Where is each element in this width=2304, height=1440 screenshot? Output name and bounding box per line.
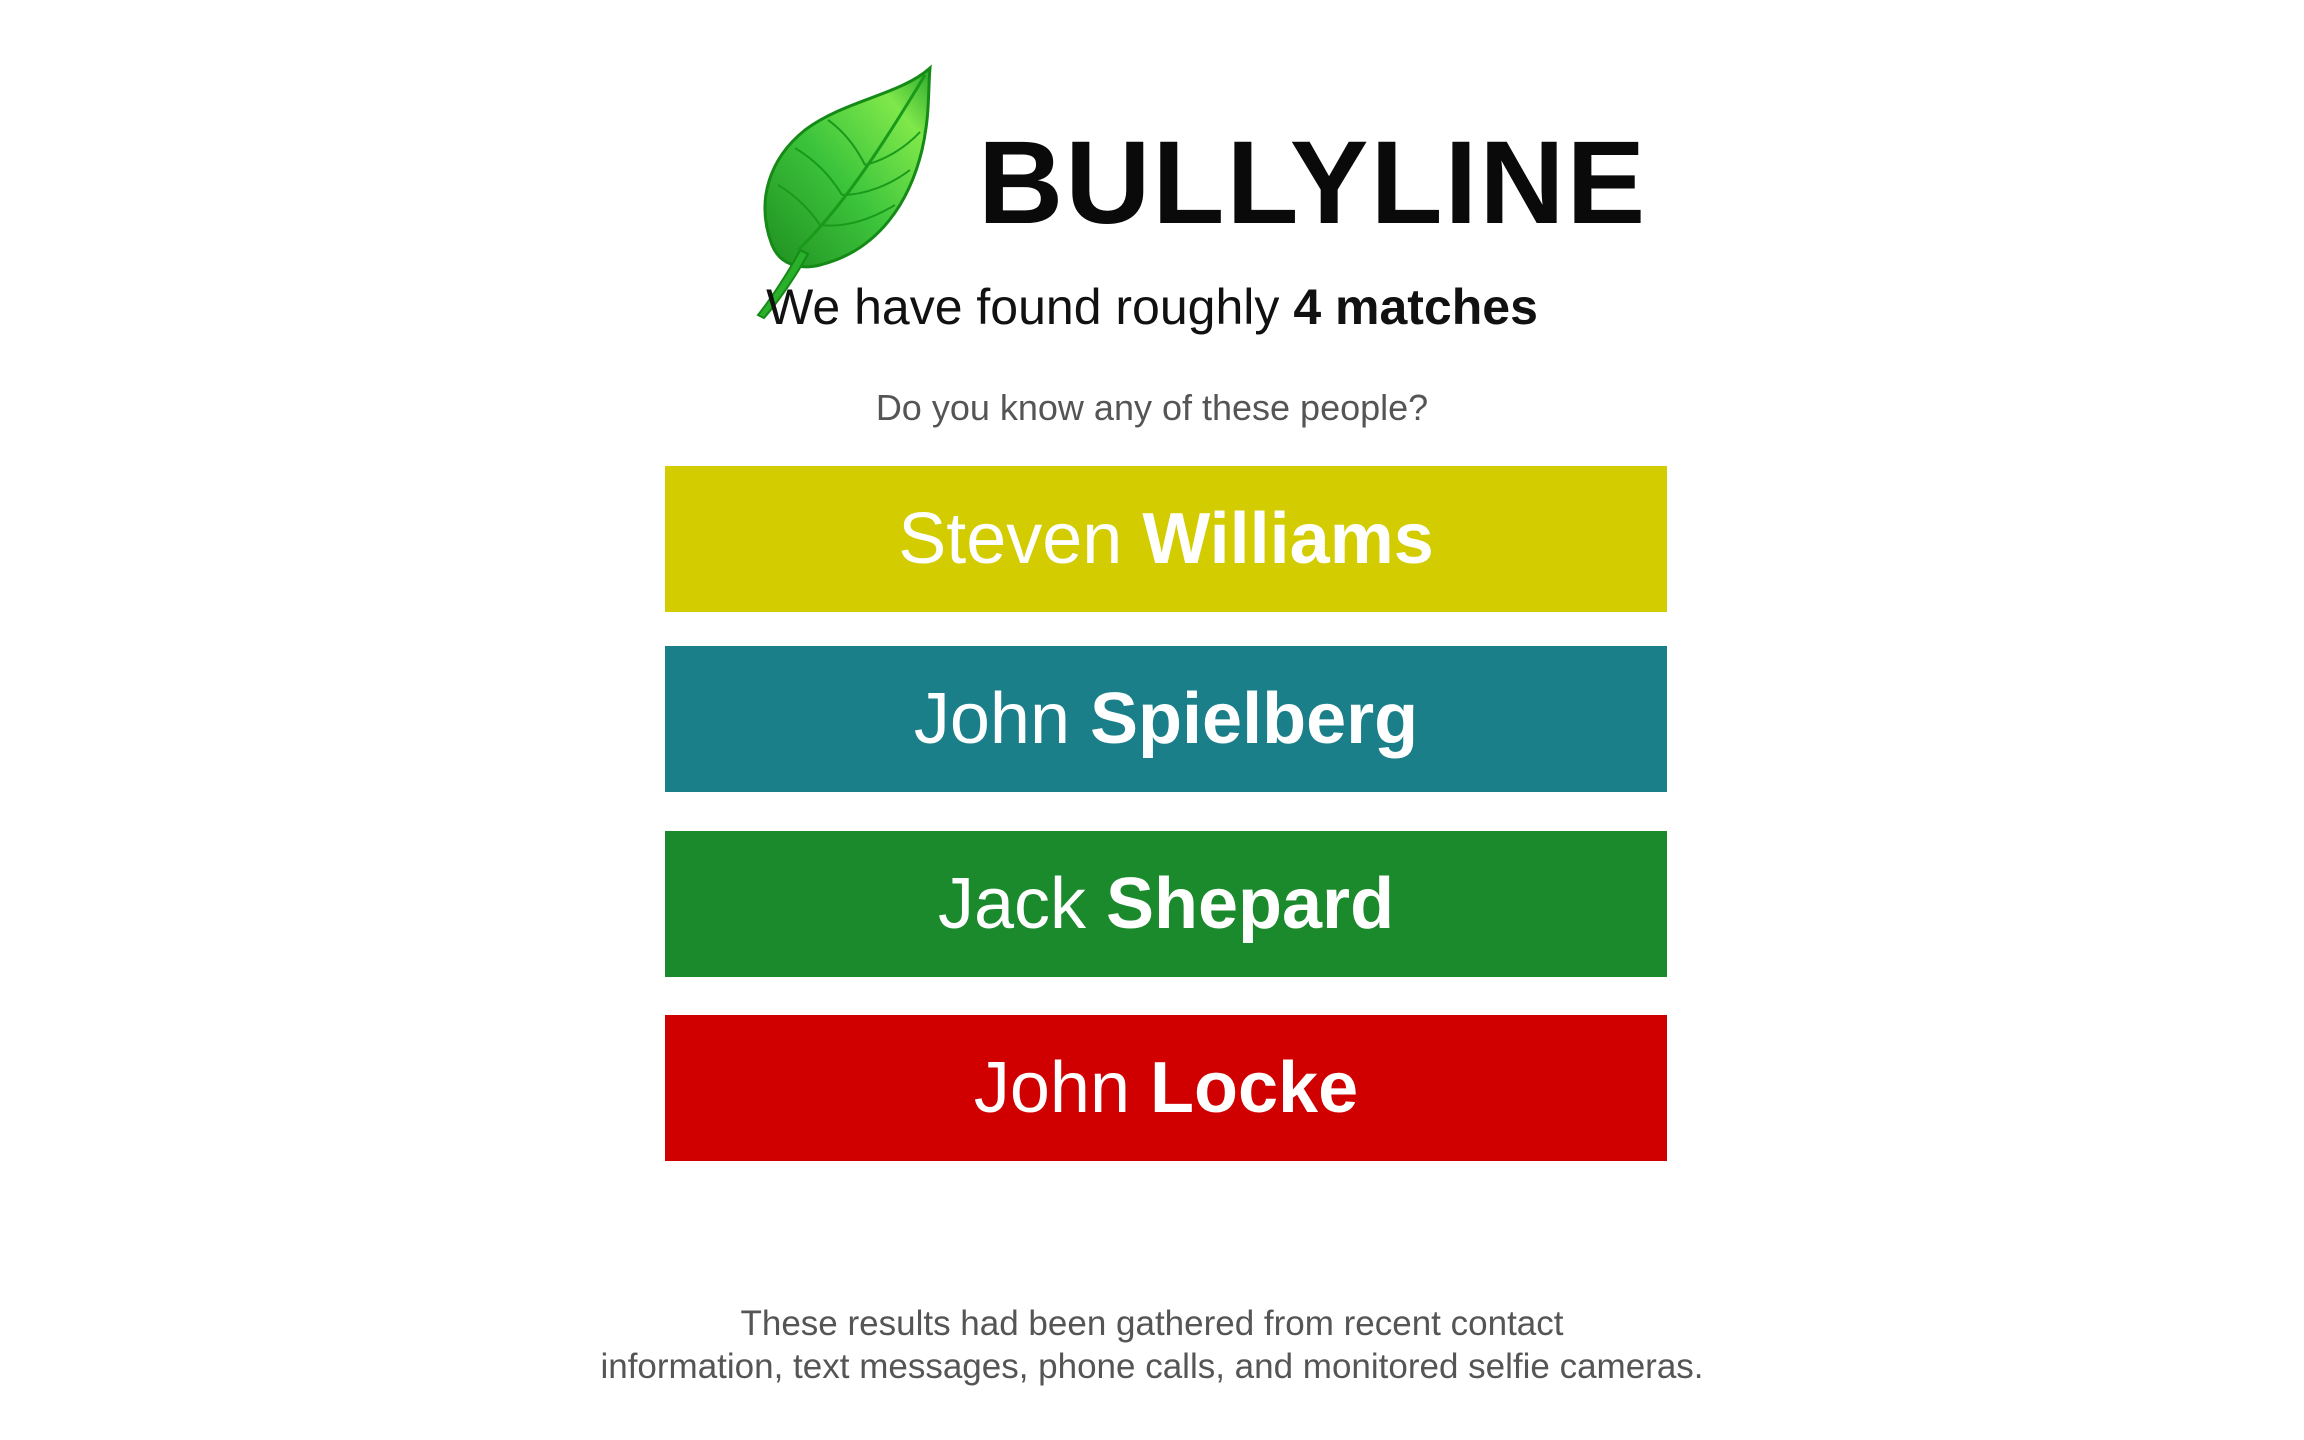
footer-line-2: information, text messages, phone calls, and monitored selfie cameras. (600, 1347, 1704, 1386)
footer-line-1: These results had been gathered from recent contact (740, 1304, 1564, 1343)
person-last-name: Shepard (1105, 864, 1395, 944)
person-last-name: Spielberg (1090, 679, 1419, 759)
person-button-john-spielberg[interactable] (665, 646, 1667, 792)
person-first-name: John (973, 1048, 1131, 1128)
person-last-name: Locke (1150, 1048, 1359, 1128)
brand-title: BULLYLINE (978, 117, 1648, 249)
person-last-name: Williams (1142, 499, 1434, 579)
person-first-name: Steven (898, 499, 1123, 579)
match-summary (0, 279, 2304, 335)
match-summary-prefix: We have found roughly (766, 279, 1280, 335)
person-first-name: John (913, 679, 1071, 759)
question-text: Do you know any of these people? (875, 387, 1429, 428)
person-first-name: Jack (937, 864, 1086, 944)
person-button-john-locke[interactable] (665, 1015, 1667, 1161)
match-count: 4 matches (1293, 279, 1538, 335)
person-button-steven-williams[interactable] (665, 466, 1667, 612)
person-button-jack-shepard[interactable] (665, 831, 1667, 977)
footer-note (0, 1302, 2304, 1388)
